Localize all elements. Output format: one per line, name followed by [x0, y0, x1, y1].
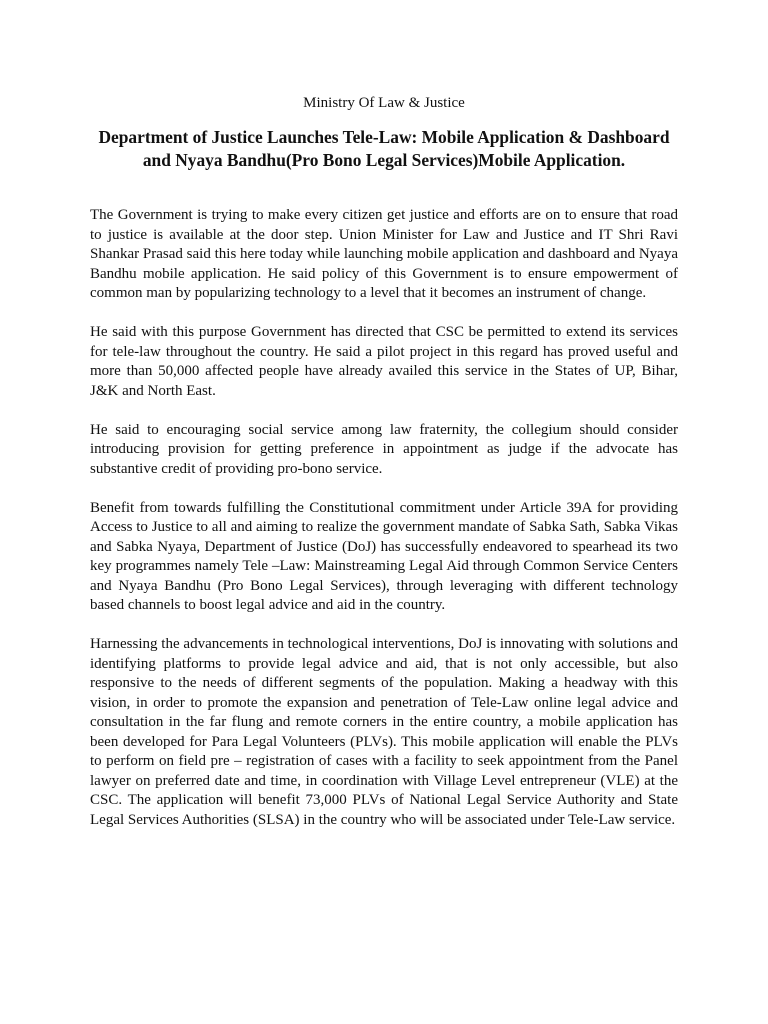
paragraph-3: He said to encouraging social service among law fraternity, the collegium should consider introducing provision for getting preference in appointment as judge if the advocate has substantive credit of providing pro-bono service. [90, 421, 678, 477]
paragraph-1: The Government is trying to make every citizen get justice and efforts are on to ensure that road to justice is available at the door step. Union Minister for Law and Justice and IT Shri Ravi Shankar Prasad said this here today while launching mobile application and dashboard and Nyaya Bandhu mobile application. He said policy of this Government is to ensure empowerment of common man by popularizing technology to a level that it becomes an instrument of change. [90, 207, 678, 301]
title-line-1: Department of Justice Launches Tele-Law: Mobile Application & Dashboard [98, 127, 670, 147]
paragraph-5: Harnessing the advancements in technological interventions, DoJ is innovating with solutions and identifying platforms to provide legal advice and aid, that is not only accessible, but also responsive to the needs of different segments of the population. Making a headway with this vision, in order to promote the expansion and penetration of Tele-Law online legal advice and consultation in the far flung and remote corners in the entire country, a mobile application has been developed for Para Legal Volunteers (PLVs). This mobile application will enable the PLVs to perform on field pre – registration of cases with a facility to seek appointment from the Panel lawyer on preferred date and time, in coordination with Village Level entrepreneur (VLE) at the CSC. The application will benefit 73,000 PLVs of National Legal Service Authority and State Legal Services Authorities (SLSA) in the country who will be associated under Tele-Law service. [90, 636, 678, 828]
article-body [90, 206, 678, 830]
press-release-title [90, 126, 678, 172]
ministry-heading: Ministry Of Law & Justice [303, 95, 465, 111]
paragraph-4: Benefit from towards fulfilling the Constitutional commitment under Article 39A for providing Access to Justice to all and aiming to realize the government mandate of Sabka Sath, Sabka Vikas and Sabka Nyaya, Department of Justice (DoJ) has successfully endeavored to spearhead its two key programmes namely Tele –Law: Mainstreaming Legal Aid through Common Service Centers and Nyaya Bandhu (Pro Bono Legal Services), through leveraging with different technology based channels to boost legal advice and aid in the country. [90, 499, 678, 613]
title-line-2: and Nyaya Bandhu(Pro Bono Legal Services)Mobile Application. [142, 150, 626, 170]
paragraph-2: He said with this purpose Government has directed that CSC be permitted to extend its services for tele-law throughout the country. He said a pilot project in this regard has proved useful and more than 50,000 affected people have already availed this service in the States of UP, Bihar, J&K and North East. [90, 324, 678, 399]
